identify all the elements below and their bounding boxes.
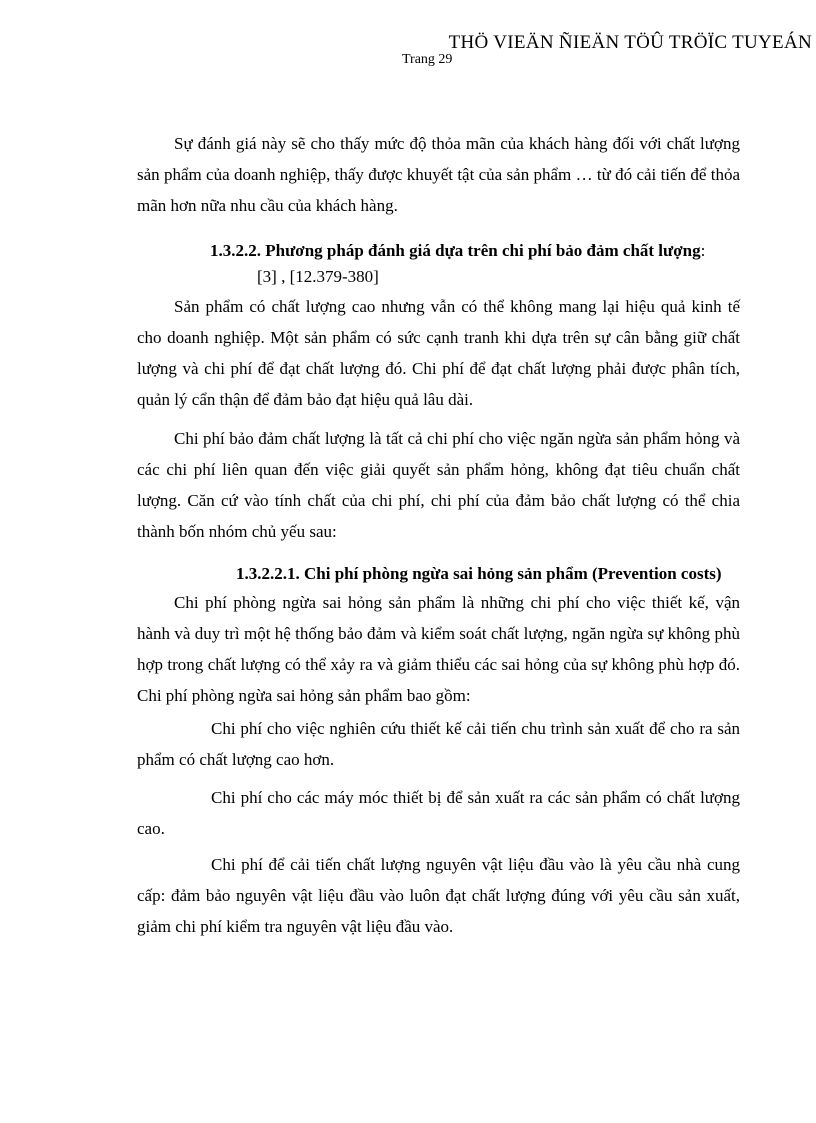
section-heading-line <box>210 235 705 266</box>
section-heading-text: 1.3.2.2.1. Chi phí phòng ngừa sai hỏng sản phẩm (Prevention costs) <box>236 564 722 583</box>
paragraph-customer-evaluation <box>137 128 740 221</box>
paragraph-text: Chi phí bảo đảm chất lượng là tất cả chi phí cho việc ngăn ngừa sản phẩm hỏng và các chi phí liên quan đến việc giải quyết sản phẩm hỏng, không đạt tiêu chuẩn chất lượng. Căn cứ vào tính chất của chi phí, chi phí của đảm bảo chất lượng có thể chia thành bốn nhóm chủ yếu sau: <box>137 429 740 541</box>
page-number: Trang 29 <box>402 52 453 67</box>
paragraph-text: Chi phí phòng ngừa sai hỏng sản phẩm là những chi phí cho việc thiết kế, vận hành và duy trì một hệ thống bảo đảm và kiểm soát chất lượng, ngăn ngừa sự không phù hợp trong chất lượng có thể xảy ra và giảm thiểu các sai hỏng của sự không phù hợp đó. Chi phí phòng ngừa sai hỏng sản phẩm bao gồm: <box>137 593 740 705</box>
paragraph-quality-assurance-cost <box>137 423 740 547</box>
paragraph-prevention-costs <box>137 587 740 711</box>
paragraph-text: Chi phí để cải tiến chất lượng nguyên vật liệu đầu vào là yêu cầu nhà cung cấp: đảm bảo nguyên vật liệu đầu vào luôn đạt chất lượng đúng với yêu cầu sản xuất, giảm chi phí kiểm tra nguyên vật liệu đầu vào. <box>137 855 740 936</box>
paragraph-research-design-cost <box>137 713 740 775</box>
paragraph-quality-cost-balance <box>137 291 740 415</box>
references-text: [3] , [12.379-380] <box>257 267 379 286</box>
section-heading-1-3-2-2-1 <box>236 558 722 589</box>
paragraph-material-improvement-cost <box>137 849 740 942</box>
section-heading-text: 1.3.2.2. Phương pháp đánh giá dựa trên chi phí bảo đảm chất lượng <box>210 241 701 260</box>
paragraph-text: Chi phí cho các máy móc thiết bị để sản xuất ra các sản phẩm có chất lượng cao. <box>137 788 740 838</box>
references-line <box>137 263 740 291</box>
paragraph-equipment-cost <box>137 782 740 844</box>
paragraph-text: Chi phí cho việc nghiên cứu thiết kế cải tiến chu trình sản xuất để cho ra sản phẩm có chất lượng cao hơn. <box>137 719 740 769</box>
paragraph-text: Sự đánh giá này sẽ cho thấy mức độ thỏa mãn của khách hàng đối với chất lượng sản phẩm của doanh nghiệp, thấy được khuyết tật của sản phẩm … từ đó cải tiến để thỏa mãn hơn nữa nhu cầu của khách hàng. <box>137 134 740 215</box>
section-heading-1-3-2-2 <box>210 235 705 266</box>
library-header-title: THÖ VIEÄN ÑIEÄN TÖÛ TRÖÏC TUYEÁN <box>448 32 812 53</box>
section-heading-colon: : <box>700 241 706 260</box>
paragraph-text: Sản phẩm có chất lượng cao nhưng vẫn có thể không mang lại hiệu quả kinh tế cho doanh nghiệp. Một sản phẩm có sức cạnh tranh khi dựa trên sự cân bằng giữ chất lượng và chi phí để đạt chất lượng đó. Chi phí để đạt chất lượng phải được phân tích, quản lý cẩn thận để đảm bảo đạt hiệu quả lâu dài. <box>137 297 740 409</box>
